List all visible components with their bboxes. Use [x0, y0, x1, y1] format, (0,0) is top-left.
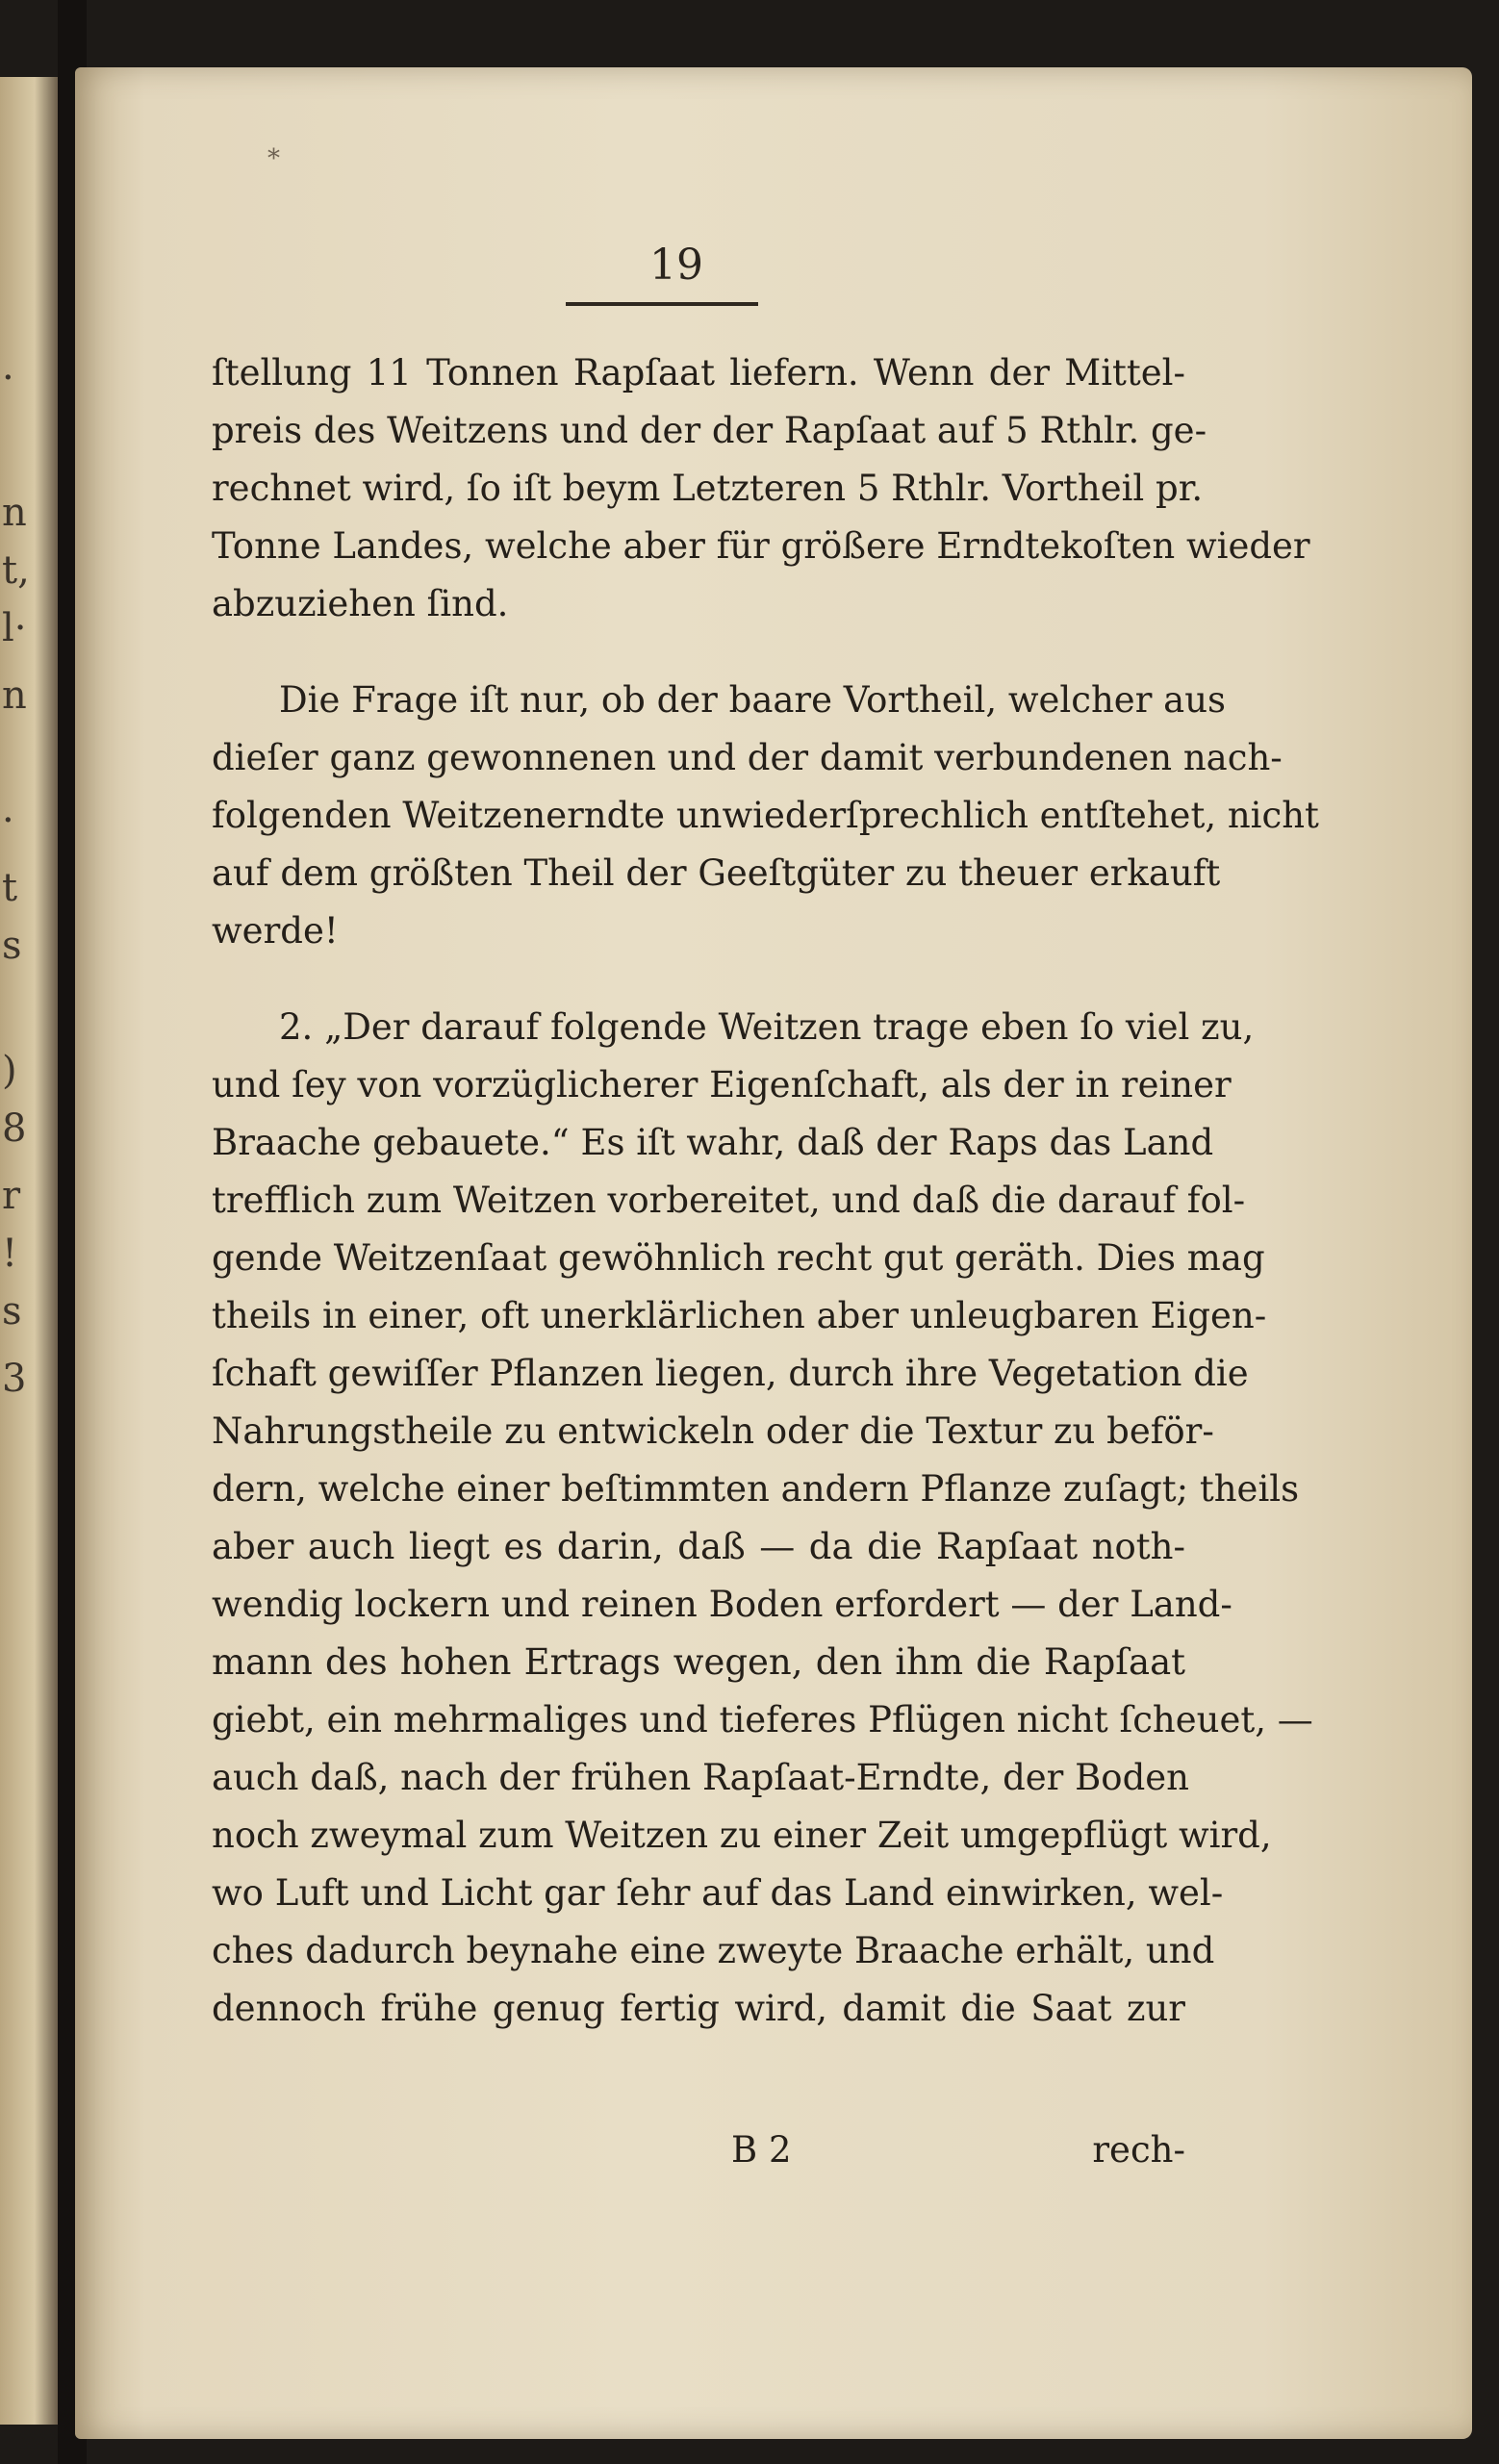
page-number: 19	[649, 241, 703, 290]
text-line: theils in einer, oft unerklärlichen aber unleugbaren Eigen-	[212, 1295, 1267, 1336]
text-line: Braache gebauete.“ Es iſt wahr, daß der Raps das Land	[212, 1122, 1214, 1163]
adjacent-mark: !	[2, 1232, 18, 1276]
text-line: und ſey von vorzüglicherer Eigenſchaft, als der in reiner	[212, 1064, 1232, 1105]
text-line: abzuziehen ſind.	[212, 583, 509, 624]
page-marker: *	[267, 144, 280, 173]
adjacent-mark: t,	[2, 548, 30, 593]
adjacent-page-edge	[0, 77, 58, 2425]
adjacent-mark: l·	[2, 606, 27, 650]
text-line: preis des Weitzens und der der Rapſaat auf 5 Rthlr. ge-	[212, 410, 1207, 451]
text-line: ſtellung 11 Tonnen Rapſaat liefern. Wenn der Mittel-	[212, 352, 1185, 394]
text-line: werde!	[212, 910, 339, 952]
text-line: giebt, ein mehrmaliges und tieferes Pflügen nicht ſcheuet, —	[212, 1699, 1313, 1740]
text-line: wendig lockern und reinen Boden erfordert — der Land-	[212, 1584, 1232, 1625]
adjacent-page-marks	[0, 77, 58, 2425]
text-line: ſchaft gewiſſer Pflanzen liegen, durch ihre Vegetation die	[212, 1353, 1249, 1394]
paragraph-gap	[212, 960, 1185, 999]
adjacent-mark: ·	[2, 356, 14, 400]
adjacent-mark: 8	[2, 1106, 27, 1151]
paragraph-2	[212, 672, 1319, 960]
text-line: auf dem größten Theil der Geeſtgüter zu theuer erkauft	[212, 852, 1221, 894]
adjacent-mark: t	[2, 866, 18, 910]
text-line: noch zweymal zum Weitzen zu einer Zeit umgepflügt wird,	[212, 1815, 1272, 1856]
text-line: trefflich zum Weitzen vorbereitet, und daß die darauf fol-	[212, 1180, 1246, 1221]
adjacent-mark: )	[2, 1049, 17, 1093]
text-line: Nahrungstheile zu entwickeln oder die Textur zu beför-	[212, 1410, 1214, 1452]
text-line: folgenden Weitzenerndte unwiederſprechlich entſtehet, nicht	[212, 795, 1319, 836]
adjacent-mark: n	[2, 673, 27, 718]
text-line: dieſer ganz gewonnenen und der damit verbundenen nach-	[212, 737, 1283, 778]
body-text	[212, 344, 1319, 2038]
paragraph-gap	[212, 633, 1185, 672]
text-line: dennoch frühe genug fertig wird, damit die Saat zur	[212, 1988, 1185, 2029]
text-line: 2. „Der darauf folgende Weitzen trage eben ſo viel zu,	[279, 1006, 1255, 1048]
catchword: rech-	[1092, 2129, 1185, 2171]
paragraph-1	[212, 344, 1310, 633]
page-footer	[212, 2121, 1185, 2179]
text-line: gende Weitzenſaat gewöhnlich recht gut geräth. Dies mag	[212, 1237, 1265, 1279]
text-line: wo Luft und Licht gar ſehr auf das Land einwirken, wel-	[212, 1872, 1224, 1914]
header-rule	[566, 302, 758, 306]
text-line: auch daß, nach der frühen Rapſaat-Erndte, der Boden	[212, 1757, 1189, 1798]
adjacent-mark: ·	[2, 799, 14, 843]
adjacent-mark: s	[2, 924, 22, 968]
text-line: rechnet wird, ſo iſt beym Letzteren 5 Rthlr. Vortheil pr.	[212, 468, 1204, 509]
text-line: aber auch liegt es darin, daß — da die Rapſaat noth-	[212, 1526, 1185, 1567]
adjacent-mark: 3	[2, 1357, 27, 1401]
text-line: mann des hohen Ertrags wegen, den ihm die Rapſaat	[212, 1641, 1185, 1683]
adjacent-mark: s	[2, 1289, 22, 1334]
adjacent-mark: r	[2, 1174, 21, 1218]
book-page	[75, 67, 1472, 2439]
text-line: Die Frage iſt nur, ob der baare Vortheil, welcher aus	[279, 679, 1227, 721]
text-line: dern, welche einer beſtimmten andern Pflanze zuſagt; theils	[212, 1468, 1300, 1510]
signature-mark: B 2	[731, 2129, 792, 2171]
text-line: Tonne Landes, welche aber für größere Erndtekoſten wieder	[212, 525, 1310, 567]
text-line: ches dadurch beynahe eine zweyte Braache erhält, und	[212, 1930, 1215, 1971]
paragraph-3	[212, 999, 1313, 2038]
adjacent-mark: n	[2, 491, 27, 535]
